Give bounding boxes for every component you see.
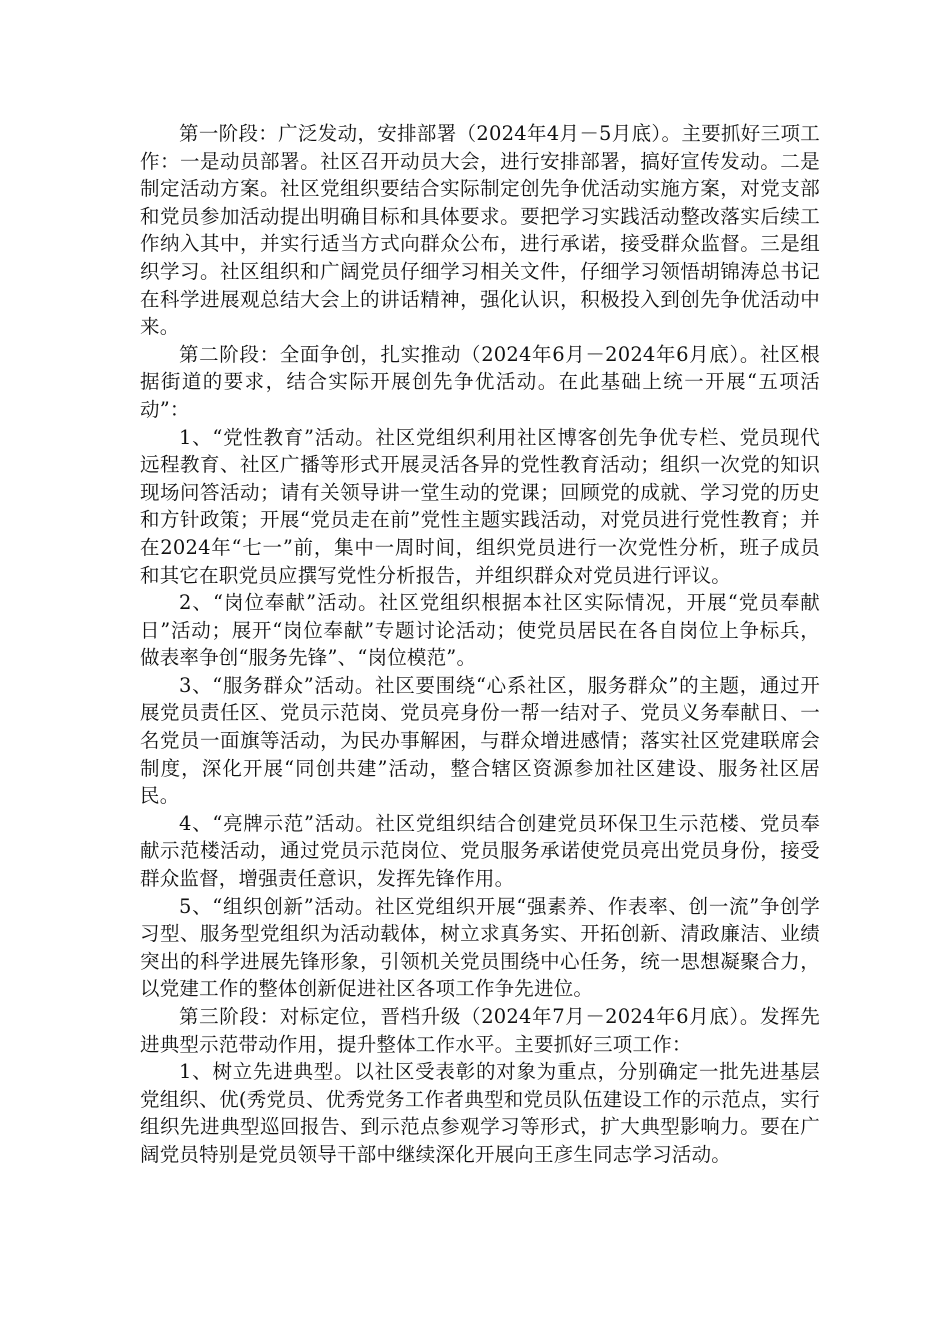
paragraph-activity-4: 4、“亮牌示范”活动。社区党组织结合创建党员环保卫生示范楼、党员奉献示范楼活动，通过党员示范岗位、党员服务承诺使党员亮出党员身份，接受群众监督，增强责任意识，发挥先锋作用。 bbox=[140, 811, 820, 891]
paragraph-stage-three: 第三阶段：对标定位，晋档升级（2024年7月－2024年6月底）。发挥先进典型示范带动作用，提升整体工作水平。主要抓好三项工作： bbox=[140, 1005, 820, 1056]
paragraph-activity-5: 5、“组织创新”活动。社区党组织开展“强素养、作表率、创一流”争创学习型、服务型党组织为活动载体，树立求真务实、开拓创新、清政廉洁、业绩突出的科学进展先锋形象，引领机关党员围绕中心任务，统一思想凝聚合力，以党建工作的整体创新促进社区各项工作争先进位。 bbox=[140, 894, 820, 1001]
document-page bbox=[140, 120, 820, 1169]
paragraph-stage-one: 第一阶段：广泛发动，安排部署（2024年4月－5月底）。主要抓好三项工作：一是动员部署。社区召开动员大会，进行安排部署，搞好宣传发动。二是制定活动方案。社区党组织要结合实际制定创先争优活动实施方案，对党支部和党员参加活动提出明确目标和具体要求。要把学习实践活动整改落实后续工作纳入其中，并实行适当方式向群众公布，进行承诺，接受群众监督。三是组织学习。社区组织和广阔党员仔细学习相关文件，仔细学习领悟胡锦涛总书记在科学进展观总结大会上的讲话精神，强化认识，积极投入到创先争优活动中来。 bbox=[140, 122, 820, 339]
paragraph-stage-three-item-1: 1、树立先进典型。以社区受表彰的对象为重点，分别确定一批先进基层党组织、优(秀党员、优秀党务工作者典型和党员队伍建设工作的示范点，实行组织先进典型巡回报告、到示范点参观学习等形式，扩大典型影响力。要在广阔党员特别是党员领导干部中继续深化开展向王彦生同志学习活动。 bbox=[140, 1060, 820, 1166]
paragraph-stage-two: 第二阶段：全面争创，扎实推动（2024年6月－2024年6月底）。社区根据街道的要求，结合实际开展创先争优活动。在此基础上统一开展“五项活动”： bbox=[140, 342, 820, 421]
paragraph-activity-3: 3、“服务群众”活动。社区要围绕“心系社区，服务群众”的主题，通过开展党员责任区、党员示范岗、党员亮身份一帮一结对子、党员义务奉献日、一名党员一面旗等活动，为民办事解困，与群众增进感情；落实社区党建联席会制度，深化开展“同创共建”活动，整合辖区资源参加社区建设、服务社区居民。 bbox=[140, 673, 820, 808]
paragraph-activity-1: 1、“党性教育”活动。社区党组织利用社区博客创先争优专栏、党员现代远程教育、社区广播等形式开展灵活各异的党性教育活动；组织一次党的知识现场问答活动；请有关领导讲一堂生动的党课；回顾党的成就、学习党的历史和方针政策；开展“党员走在前”党性主题实践活动，对党员进行党性教育；并在2024年“七一”前，集中一周时间，组织党员进行一次党性分析，班子成员和其它在职党员应撰写党性分析报告，并组织群众对党员进行评议。 bbox=[140, 425, 820, 587]
paragraph-activity-2: 2、“岗位奉献”活动。社区党组织根据本社区实际情况，开展“党员奉献日”活动；展开“岗位奉献”专题讨论活动；使党员居民在各自岗位上争标兵，做表率争创“服务先锋”、“岗位模范”。 bbox=[140, 591, 820, 670]
